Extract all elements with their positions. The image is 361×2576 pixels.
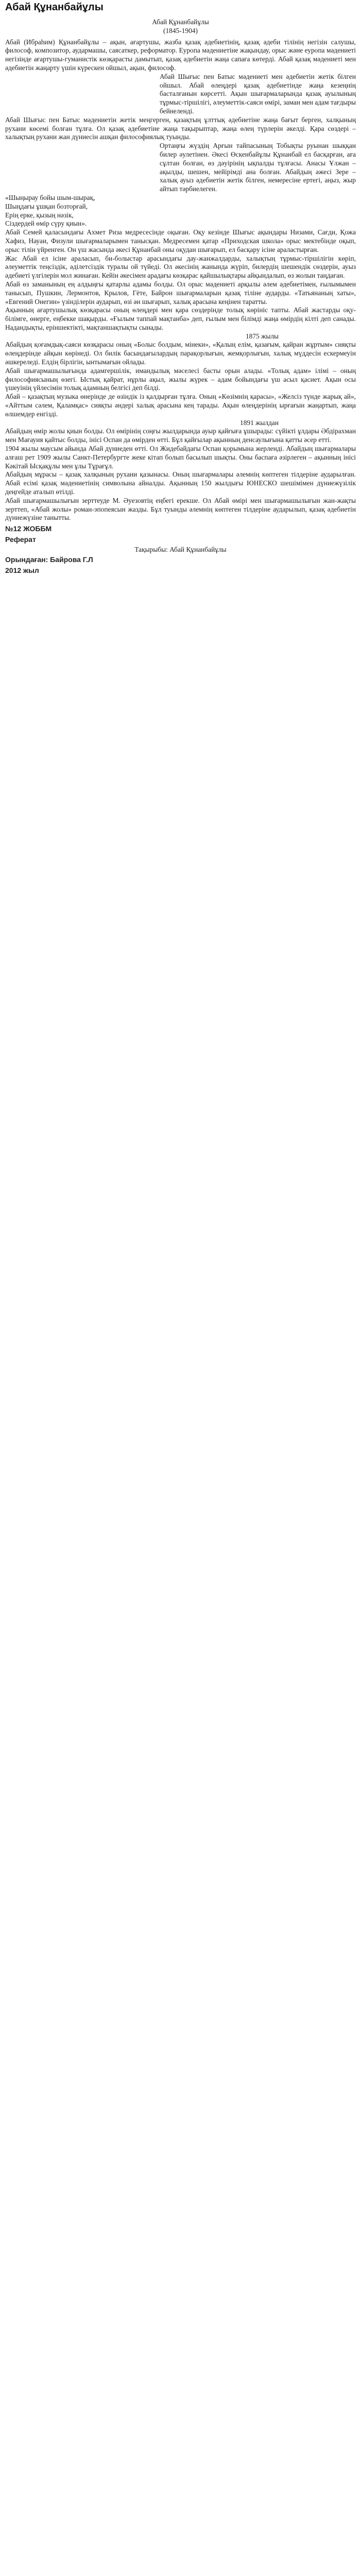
- paragraph: Ортаңғы жүздің Арғын тайпасының Тобықты руынан шыққан билер әулетінен. Әкесі Өскенбайұлы Құнанбай ел басқарған, аға сұлтан болған, өз дәуірінің ықпалды тұлғасы. Анасы Ұлжан – ақылды, шешен, мейірімді ана болған. Абайдың әжесі Зере – халық ауыз әдебиетін жетік білген, немересіне ертегі, аңыз, жыр айтып тәрбиелеген.: [160, 142, 356, 193]
- author-line: Орындаған: Байрова Г.Л: [5, 555, 93, 564]
- school-number: №12 ЖОББМ: [5, 524, 52, 533]
- paragraph: Ақынның ағартушылық көзқарасы оның өлеңдері мен қара сөздерінде толық көрініс тапты. Абай жастарды оқу-білімге, өнерге, еңбекке шақырды. «Ғылым таппай мақтанба» деп, ғылым мен білімді жаңа өмірдің кілті деп санады. Надандықты, еріншектікті, мақтаншақтықты сынады.: [5, 306, 356, 331]
- page-title: Абай Құнанбайұлы: [5, 2, 104, 13]
- verse-line: «Шыңырау бойы шым-шырақ,: [5, 193, 95, 201]
- verse-line: Сіздердей өмір сүру қиын».: [5, 219, 87, 228]
- header-name: Абай Құнанбайұлы: [152, 18, 209, 26]
- header-years: (1845-1904): [163, 26, 198, 35]
- date-heading: 1891 жылдан: [240, 418, 279, 427]
- title-block: [5, 523, 356, 576]
- paragraph: Абай Шығыс пен Батыс мәдениетін жетік меңгерген, қазақтың ұлттық әдебиетіне жаңа бағыт берген, халқының рухани көсемі болған тұлға. Ол қазақ әдебиетіне жаңа тақырыптар, жаңа өлең түрлерін әкелді. Қара сөздері – халықтың рухани жан дүниесін ашқан философиялық туынды.: [5, 115, 356, 141]
- paragraph: Абай Семей қаласындағы Ахмет Риза медресесінде оқыған. Оқу кезінде Шығыс ақындары Низами, Сағди, Қожа Хафиз, Науаи, Физули шығармаларымен танысқан. Медресемен қатар «Приходская школа» орыс мектебінде оқып, орыс тілін үйренген. Он үш жасында әкесі Құнанбай оны оқудан шығарып, ел басқару ісіне араластырған.: [5, 228, 356, 253]
- date-heading: 1875 жылы: [245, 332, 279, 340]
- document-kind: Реферат: [5, 535, 36, 544]
- paragraph: Абайдың мұрасы – қазақ халқының рухани қазынасы. Оның шығармалары әлемнің көптеген тілдеріне аударылған. Абай есімі қазақ мәдениетінің символына айналды. Ақынның 150 жылдығы ЮНЕСКО шешімімен дүниежүзілік деңгейде аталып өтілді.: [5, 470, 356, 496]
- paragraph: Абай шығармашылығында адамгершілік, имандылық мәселесі басты орын алады. «Толық адам» ілімі – оның философиясының өзегі. Ыстық қайрат, нұрлы ақыл, жылы жүрек – адам бойындағы үш асыл қасиет. Ақын осы үшеуінің үйлесімін толық адамның белгісі деп білді.: [5, 366, 356, 392]
- paragraph: Жас Абай ел ісіне араласып, би-болыстар арасындағы дау-жанжалдарды, халықтың тұрмыс-тіршілігін көріп, әлеуметтік теңсіздік, әділетсіздік туралы ой түйеді. Ол әкесінің жанында жүріп, билердің шешендік сөздерін, ауыз әдебиеті үлгілерін мол жинаған. Кейін әкесімен арадағы көзқарас қайшылықтары айқындалып, өз жолын таңдаған.: [5, 254, 356, 280]
- verse-line: Шыңдағы ұшқан бозторғай,: [5, 202, 88, 210]
- verse-block: [5, 194, 356, 228]
- paragraph: Абай (Ибраһим) Құнанбайұлы – ақын, ағартушы, жазба қазақ әдебиетінің, қазақ әдеби тілінің негізін салушы, философ, композитор, аудармашы, саясаткер, реформатор. Еуропа мәдениетіне жақындау, орыс және еуропа мәдениеті негізінде ағартушы-гуманистік көзқарасты дамытып, қазақ әдебиетін жаңа сапаға көтерді. Абай қазақ мәдениеті мен әдебиетін жаңарту үшін күрескен ойшыл, ақын, философ.: [5, 38, 356, 72]
- year-line: 2012 жыл: [5, 566, 39, 575]
- paragraph: 1904 жылы маусым айында Абай дүниеден өтті. Ол Жидебайдағы Оспан қорымына жерленді. Абайдың шығармалары алғаш рет 1909 жылы Санкт-Петербургте жеке кітап болып басылып шықты. Оны баспаға әзірлеген – ақынның інісі Кәкітай Ысқақұлы мен ұлы Тұрағұл.: [5, 445, 356, 470]
- paragraph: Абай Шығыс пен Батыс мәдениеті мен әдебиетін жетік білген ойшыл. Абай өлеңдері қазақ әдебиетінде жаңа кезеңнің басталғанын көрсетті. Ақын шығармаларында қазақ ауылының тұрмыс-тіршілігі, әлеуметтік-саяси өмірі, заман мен адам тағдыры бейнеленді.: [160, 72, 356, 115]
- paragraph: Абайдың өмір жолы қиын болды. Ол өмірінің соңғы жылдарында ауыр қайғыға ұшырады: сүйікті ұлдары Әбдірахман мен Мағауия қайтыс болды, інісі Оспан да өмірден өтті. Бұл қайғылар ақынның денсаулығына қатты әсер етті.: [5, 427, 356, 444]
- paragraph: Абай – қазақтың музыка өнерінде де өзіндік із қалдырған тұлға. Оның «Көзімнің қарасы», «Желсіз түнде жарық ай», «Айттым сәлем, Қаламқас» сияқты әндері халық арасына кең тарады. Ақын өлеңдерінің ырғағын жаңартып, жаңа өлшемдер енгізді.: [5, 393, 356, 418]
- topic-line: Тақырыбы: Абай Құнанбайұлы: [134, 546, 227, 554]
- paragraph: Абайдың қоғамдық-саяси көзқарасы оның «Болыс болдым, мінеки», «Қалың елім, қазағым, қайран жұртым» сияқты өлеңдерінде айқын көрінеді. Ол билік басындағылардың парақорлығын, жемқорлығын, халық мүддесін ескермеуін әшкереледі. Елдің бірлігін, ынтымағын ойлады.: [5, 341, 356, 366]
- paragraph: Абай өз заманының ең алдыңғы қатарлы адамы болды. Ол орыс мәдениеті арқылы әлем әдебиетімен, ғылымымен танысып, Пушкин, Лермонтов, Крылов, Гёте, Байрон шығармаларын қазақ тіліне аударды. «Татьянаның хаты», «Евгений Онегин» үзінділерін аударып, өзі ән шығарып, халық арасына кеңінен таратты.: [5, 280, 356, 306]
- paragraph: Абай шығармашылығын зерттеуде М. Әуезовтің еңбегі ерекше. Ол Абай өмірі мен шығармашылығын жан-жақты зерттеп, «Абай жолы» роман-эпопеясын жазды. Бұл туынды әлемнің көптеген тілдеріне аударылып, қазақ әдебиетін дүниежүзіне танытты.: [5, 496, 356, 522]
- verse-line: Ерің ерке, қызың нәзік,: [5, 211, 74, 219]
- essay-body: [5, 38, 356, 523]
